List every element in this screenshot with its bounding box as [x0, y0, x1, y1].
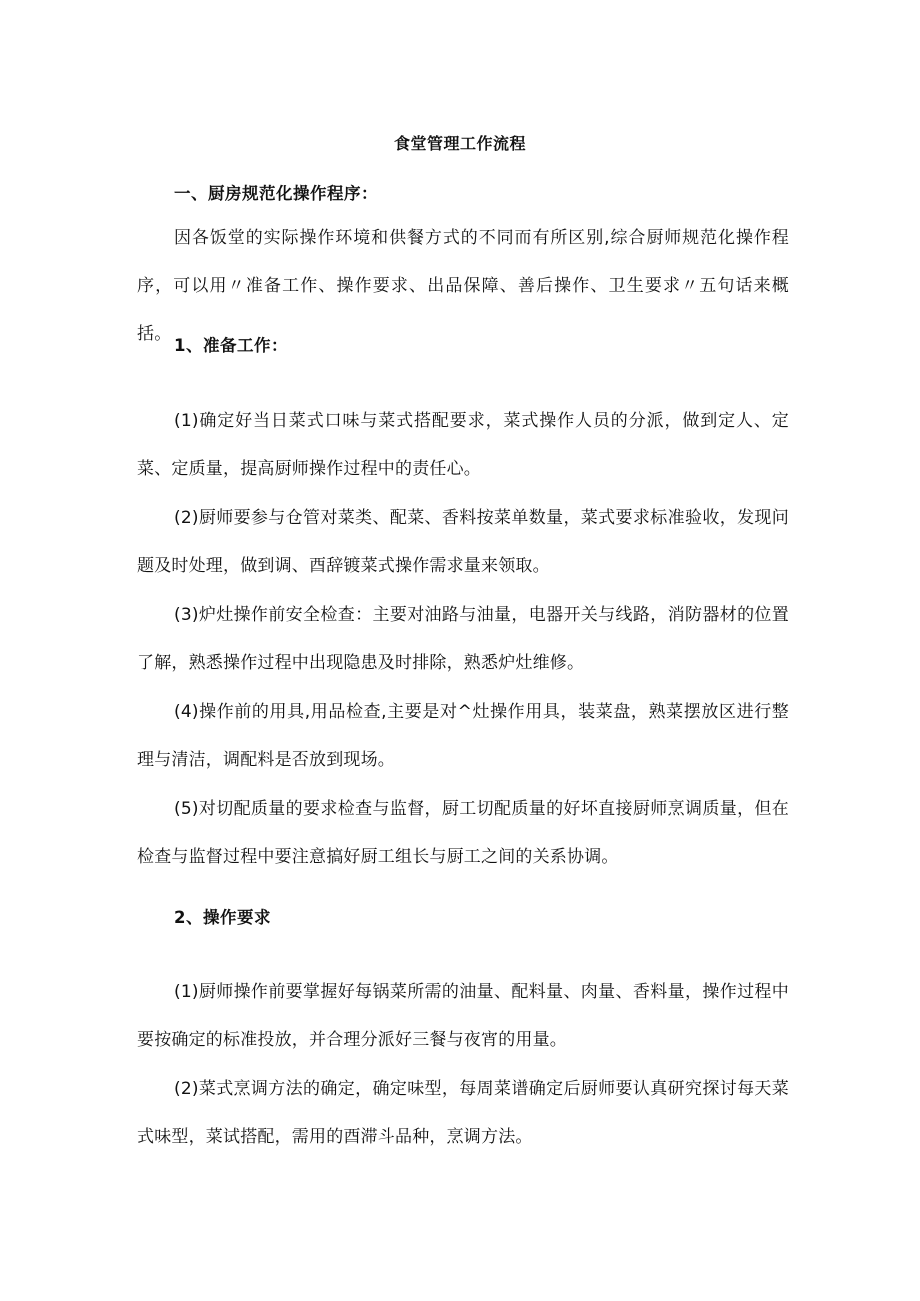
subsection-heading-preparation: 1、准备工作： [174, 336, 288, 355]
operation-item-2: (2)菜式烹调方法的确定，确定味型，每周菜谱确定后厨师要认真研究探讨每天菜式味型，菜试搭配，需用的酉滞斗品种，烹调方法。 [137, 1079, 789, 1147]
subsection-heading-operation: 2、操作要求 [174, 908, 271, 927]
preparation-item-2: (2)厨师要参与仓管对菜类、配菜、香料按菜单数量，菜式要求标准验收，发现问题及时处理，做到调、酉辞镀菜式操作需求量来领取。 [137, 508, 789, 576]
preparation-item-4: (4)操作前的用具,用品检查,主要是对^灶操作用具，装菜盘，熟菜摆放区进行整理与清洁，调配料是否放到现场。 [137, 702, 789, 770]
operation-item-1: (1)厨师操作前要掌握好每锅菜所需的油量、配料量、肉量、香料量，操作过程中要按确定的标准投放，并合理分派好三餐与夜宵的用量。 [137, 982, 789, 1050]
preparation-item-5: (5)对切配质量的要求检查与监督，厨工切配质量的好坏直接厨师烹调质量，但在检查与监督过程中要注意搞好厨工组长与厨工之间的关系协调。 [137, 799, 789, 867]
preparation-item-3: (3)炉灶操作前安全检查：主要对油路与油量，电器开关与线路，消防器材的位置了解，熟悉操作过程中出现隐患及时排除，熟悉炉灶维修。 [137, 605, 789, 673]
preparation-item-1: (1)确定好当日菜式口味与菜式搭配要求，菜式操作人员的分派，做到定人、定菜、定质量，提高厨师操作过程中的责任心。 [137, 411, 789, 479]
intro-paragraph: 因各饭堂的实际操作环境和供餐方式的不同而有所区别,综合厨师规范化操作程序，可以用〃准备工作、操作要求、出品保障、善后操作、卫生要求〃五句话来概括。 [137, 228, 789, 344]
page-title: 食堂管理工作流程 [393, 134, 526, 153]
section-heading-kitchen-procedure: 一、厨房规范化操作程序： [174, 184, 378, 203]
